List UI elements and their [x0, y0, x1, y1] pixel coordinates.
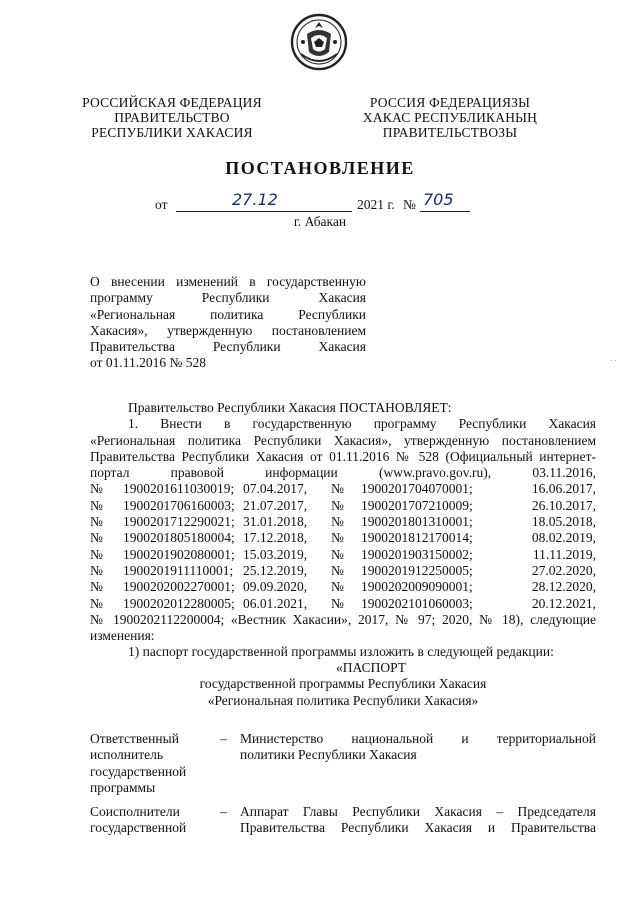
date-year: 2021 г. [357, 197, 395, 212]
registry-cell: № [90, 514, 103, 530]
label-line: государственной [90, 820, 187, 836]
passport-row-label [90, 731, 210, 796]
registry-cell: 20.12.2021, [531, 595, 596, 611]
registry-list [90, 481, 596, 611]
document-title: ПОСТАНОВЛЕНИЕ [225, 158, 415, 178]
registry-row [90, 514, 596, 530]
registry-cell: № [90, 562, 103, 578]
registry-cell: 09.09.2020, [243, 579, 308, 595]
coat-of-arms-emblem [289, 12, 349, 72]
registry-cell: № [90, 595, 103, 611]
registry-cell: 1900201805180004; [123, 530, 235, 546]
header-left-line: РОССИЙСКАЯ ФЕДЕРАЦИЯ [82, 95, 262, 110]
number-sign: № [403, 197, 416, 212]
registry-cell: 06.01.2021, [243, 595, 308, 611]
header-left-line: РЕСПУБЛИКИ ХАКАСИЯ [91, 125, 253, 140]
passport-row-label [90, 804, 210, 837]
item-line: 1) паспорт государственной программы изложить в следующей редакции: [128, 644, 554, 660]
registry-row [90, 596, 596, 612]
registry-cell: № [90, 497, 103, 513]
paragraph-line: «Региональная политика Республики Хакасия», утвержденную постановлением [90, 432, 596, 448]
paragraph-line: Правительства Республики Хакасия от 01.11.2016 № 528 (Официальный интернет- [90, 448, 596, 464]
paragraph-line: № 1900202112200004; «Вестник Хакасии», 2017, № 97; 2020, № 18), следующие [90, 611, 596, 627]
date-prefix: от [155, 197, 168, 212]
value-line: Правительства Республики Хакасия и Правительства [240, 820, 596, 836]
registry-cell: 08.02.2019, [531, 530, 596, 546]
header-left-line: ПРАВИТЕЛЬСТВО [114, 110, 230, 125]
header-right-block [335, 95, 565, 140]
header-right-line: ХАКАС РЕСПУБЛИКАНЫҢ [362, 110, 538, 125]
label-line: Соисполнители [90, 804, 180, 819]
registry-cell: 21.07.2017, [243, 497, 308, 513]
registry-cell: 1900201903150002; [361, 546, 473, 562]
registry-cell: 1900202009090001; [361, 579, 473, 595]
label-line: Ответственный [90, 731, 179, 746]
subject-line: Правительства Республики Хакасия [90, 339, 366, 355]
registry-row [90, 547, 596, 563]
passport-row-dash: – [220, 731, 227, 746]
registry-cell: № [331, 579, 344, 595]
subject-line: программу Республики Хакасия [90, 290, 366, 306]
registry-cell: № [331, 497, 344, 513]
registry-cell: № [331, 514, 344, 530]
body-text [90, 400, 596, 661]
registry-cell: № [90, 530, 103, 546]
registry-cell: 1900201704070001; [361, 481, 473, 497]
registry-cell: 27.02.2020, [531, 562, 596, 578]
passport-subtitle: «Региональная политика Республики Хакасия» [207, 692, 479, 708]
registry-cell: 17.12.2018, [243, 530, 308, 546]
registry-cell: 18.05.2018, [531, 514, 596, 530]
registry-row [90, 579, 596, 595]
subject-line: Хакасия», утвержденную постановлением [90, 322, 366, 338]
value-line: Министерство национальной и территориальной [240, 731, 596, 746]
registry-row [90, 563, 596, 579]
registry-cell: 31.01.2018, [243, 514, 308, 530]
label-line: государственной [90, 763, 187, 779]
registry-cell: № [331, 562, 344, 578]
registry-cell: 1900202002270001; [123, 579, 235, 595]
registry-cell: 1900201911110001; [123, 562, 234, 578]
registry-cell: 1900201707210009; [361, 497, 473, 513]
registry-cell: 1900201902080001; [123, 546, 235, 562]
registry-cell: 16.06.2017, [531, 481, 596, 497]
intro-line: Правительство Республики Хакасия ПОСТАНОВЛЯЕТ: [128, 400, 452, 415]
header-right-line: РОССИЯ ФЕДЕРАЦИЯЗЫ [369, 95, 531, 110]
registry-cell: № [90, 579, 103, 595]
paragraph-line: 1. Внести в государственную программу Республики Хакасия [128, 416, 596, 432]
registry-cell: № [331, 595, 344, 611]
passport-subtitle: государственной программы Республики Хакасия [199, 676, 487, 692]
margin-mark: . . [610, 353, 617, 363]
registry-cell: № [90, 546, 103, 562]
registry-row [90, 498, 596, 514]
value-line: политики Республики Хакасия [240, 747, 417, 763]
value-line: Аппарат Главы Республики Хакасия – Председателя [240, 804, 596, 819]
passport-title: «ПАСПОРТ [336, 660, 406, 675]
handwritten-number: 705 [423, 190, 454, 209]
paragraph-line: изменения: [90, 628, 155, 644]
registry-cell: № [331, 530, 344, 546]
paragraph-line: портал правовой информации (www.pravo.gov.ru), 03.11.2016, [90, 465, 596, 481]
registry-cell: 1900201812170014; [361, 530, 473, 546]
registry-cell: 1900201801310001; [361, 514, 473, 530]
header-right-line: ПРАВИТЕЛЬСТВОЗЫ [382, 125, 518, 140]
subject-line: О внесении изменений в государственную [90, 274, 366, 289]
header-left-block [62, 95, 282, 140]
subject-line: «Региональная политика Республики [90, 306, 366, 322]
subject-line: от 01.11.2016 № 528 [90, 355, 206, 371]
passport-row-dash: – [220, 804, 227, 819]
registry-cell: 11.11.2019, [532, 546, 596, 562]
registry-cell: № [331, 546, 344, 562]
passport-row-value [240, 731, 596, 764]
passport-row-value [240, 804, 596, 837]
label-line: программы [90, 779, 156, 795]
handwritten-date: 27.12 [232, 190, 278, 209]
registry-cell: 1900202012280005; [123, 595, 235, 611]
passport-heading [90, 660, 596, 709]
registry-cell: 28.12.2020, [531, 579, 596, 595]
registry-cell: 1900202101060003; [361, 595, 473, 611]
label-line: исполнитель [90, 747, 163, 763]
registry-cell: 07.04.2017, [243, 481, 308, 497]
registry-row [90, 530, 596, 546]
registry-cell: 25.12.2019, [243, 562, 308, 578]
subject-block [90, 274, 366, 372]
registry-cell: 15.03.2019, [243, 546, 308, 562]
registry-cell: 1900201712290021; [123, 514, 235, 530]
registry-cell: 26.10.2017, [531, 497, 596, 513]
registry-cell: № [331, 481, 344, 497]
registry-cell: 1900201706160003; [123, 497, 235, 513]
registry-cell: № [90, 481, 103, 497]
city: г. Абакан [293, 214, 347, 229]
registry-cell: 1900201611030019; [123, 481, 235, 497]
registry-row [90, 481, 596, 497]
registry-cell: 1900201912250005; [361, 562, 473, 578]
